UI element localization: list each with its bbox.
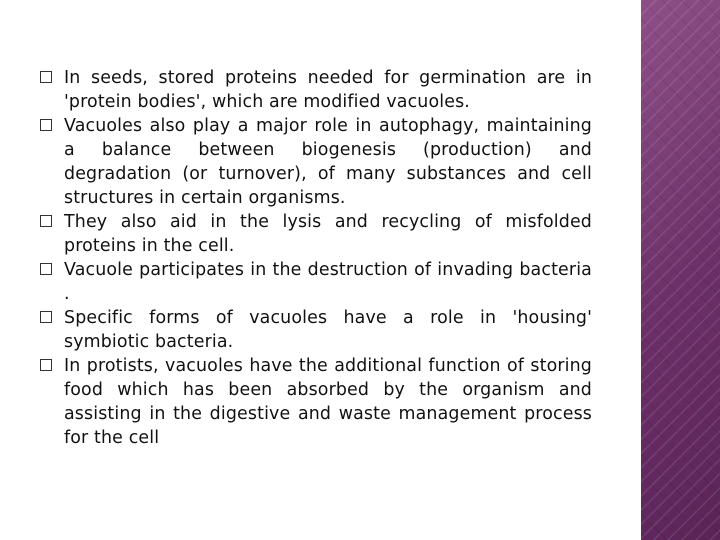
bullet-item — [40, 114, 592, 210]
bullet-text: Specific forms of vacuoles have a role in 'housing' symbiotic bacteria. — [64, 308, 592, 352]
bullet-text: Vacuole participates in the destruction of invading bacteria . — [64, 260, 592, 304]
bullet-list — [40, 66, 592, 450]
bullet-text: In protists, vacuoles have the additional function of storing food which has been absorbed by the organism and assisting in the digestive and waste management process for the cell — [64, 356, 592, 448]
square-bullet-icon — [40, 263, 52, 275]
bullet-item — [40, 306, 592, 354]
square-bullet-icon — [40, 359, 52, 371]
square-bullet-icon — [40, 215, 52, 227]
decorative-side-panel — [641, 0, 720, 540]
square-bullet-icon — [40, 71, 52, 83]
bullet-text: They also aid in the lysis and recycling of misfolded proteins in the cell. — [64, 212, 592, 256]
square-bullet-icon — [40, 311, 52, 323]
bullet-text: In seeds, stored proteins needed for germination are in 'protein bodies', which are modified vacuoles. — [64, 68, 592, 112]
bullet-item — [40, 354, 592, 450]
square-bullet-icon — [40, 119, 52, 131]
diagonal-pattern-decoration — [641, 0, 720, 540]
bullet-text: Vacuoles also play a major role in autophagy, maintaining a balance between biogenesis (production) and degradation (or turnover), of many substances and cell structures in certain organisms. — [64, 116, 592, 208]
bullet-item — [40, 258, 592, 306]
bullet-item — [40, 210, 592, 258]
bullet-item — [40, 66, 592, 114]
